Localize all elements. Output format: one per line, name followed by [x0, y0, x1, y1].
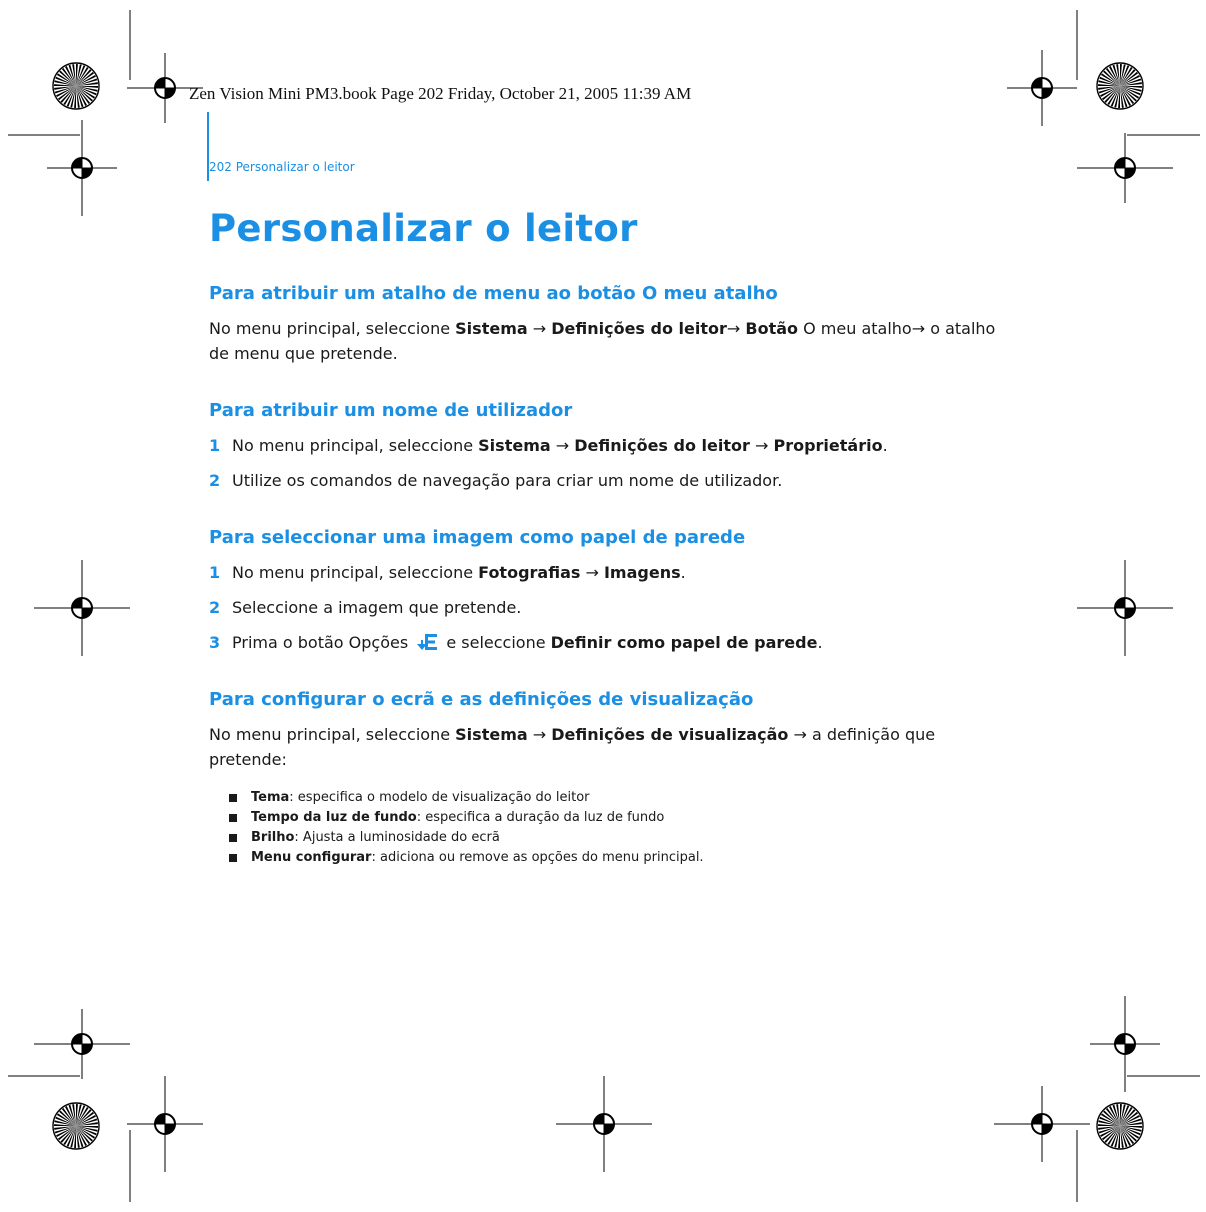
section-heading: Para configurar o ecrã e as definições de visualização [209, 689, 754, 710]
star-target-icon [1097, 1103, 1143, 1149]
list-item: Tempo da luz de fundo: especifica a duração da luz de fundo [229, 808, 1009, 828]
section-heading: Para atribuir um nome de utilizador [209, 400, 573, 421]
section-paragraph: No menu principal, seleccione Sistema → Definições do leitor→ Botão O meu atalho→ o atalho de menu que pretende. [209, 319, 996, 363]
list-item: 2 Utilize os comandos de navegação para criar um nome de utilizador. [209, 468, 1009, 493]
list-item: Brilho: Ajusta a luminosidade do ecrã [229, 828, 1009, 848]
section-display [209, 688, 1009, 868]
star-target-icon [1097, 63, 1143, 109]
registration-mark-icon [34, 560, 130, 656]
list-item: Tema: especifica o modelo de visualização do leitor [229, 788, 1009, 808]
section-shortcut [209, 282, 1009, 366]
list-item: 3 Prima o botão Opções e seleccione Definir como papel de parede. [209, 630, 1009, 655]
star-target-icon [53, 1103, 99, 1149]
bullet-square-icon [229, 854, 237, 862]
star-target-icon [53, 63, 99, 109]
registration-mark-icon [556, 1076, 652, 1172]
section-username [209, 399, 1009, 493]
step-number: 1 [209, 436, 221, 455]
registration-mark-icon [994, 1086, 1090, 1162]
list-item: 1 No menu principal, seleccione Sistema → Definições do leitor → Proprietário. [209, 433, 1009, 458]
section-heading: Para atribuir um atalho de menu ao botão O meu atalho [209, 283, 778, 304]
bullet-square-icon [229, 814, 237, 822]
bullet-square-icon [229, 834, 237, 842]
book-slug: Zen Vision Mini PM3.book Page 202 Friday, October 21, 2005 11:39 AM [189, 84, 692, 103]
list-item: 1 No menu principal, seleccione Fotografias → Imagens. [209, 560, 1009, 585]
bullet-list [209, 788, 1009, 868]
registration-mark-icon [1090, 996, 1160, 1092]
step-number: 2 [209, 471, 221, 490]
registration-mark-icon [127, 1076, 203, 1172]
list-item: 2 Seleccione a imagem que pretende. [209, 595, 1009, 620]
step-list [209, 433, 1009, 493]
section-wallpaper [209, 526, 1009, 655]
step-number: 3 [209, 633, 221, 652]
step-number: 2 [209, 598, 221, 617]
registration-mark-icon [1007, 50, 1077, 126]
step-list [209, 560, 1009, 655]
page-content [209, 206, 1009, 868]
registration-mark-icon [1077, 133, 1173, 203]
section-paragraph: No menu principal, seleccione Sistema → Definições de visualização → a definição que pretende: [209, 725, 936, 769]
registration-mark-icon [47, 120, 117, 216]
step-number: 1 [209, 563, 221, 582]
options-icon [415, 633, 439, 651]
list-item: Menu configurar: adiciona ou remove as opções do menu principal. [229, 848, 1009, 868]
section-heading: Para seleccionar uma imagem como papel de parede [209, 527, 746, 548]
registration-mark-icon [34, 1009, 130, 1079]
registration-mark-icon [1077, 560, 1173, 656]
bullet-square-icon [229, 794, 237, 802]
running-head: 202 Personalizar o leitor [209, 160, 355, 174]
page-title: Personalizar o leitor [209, 207, 638, 250]
